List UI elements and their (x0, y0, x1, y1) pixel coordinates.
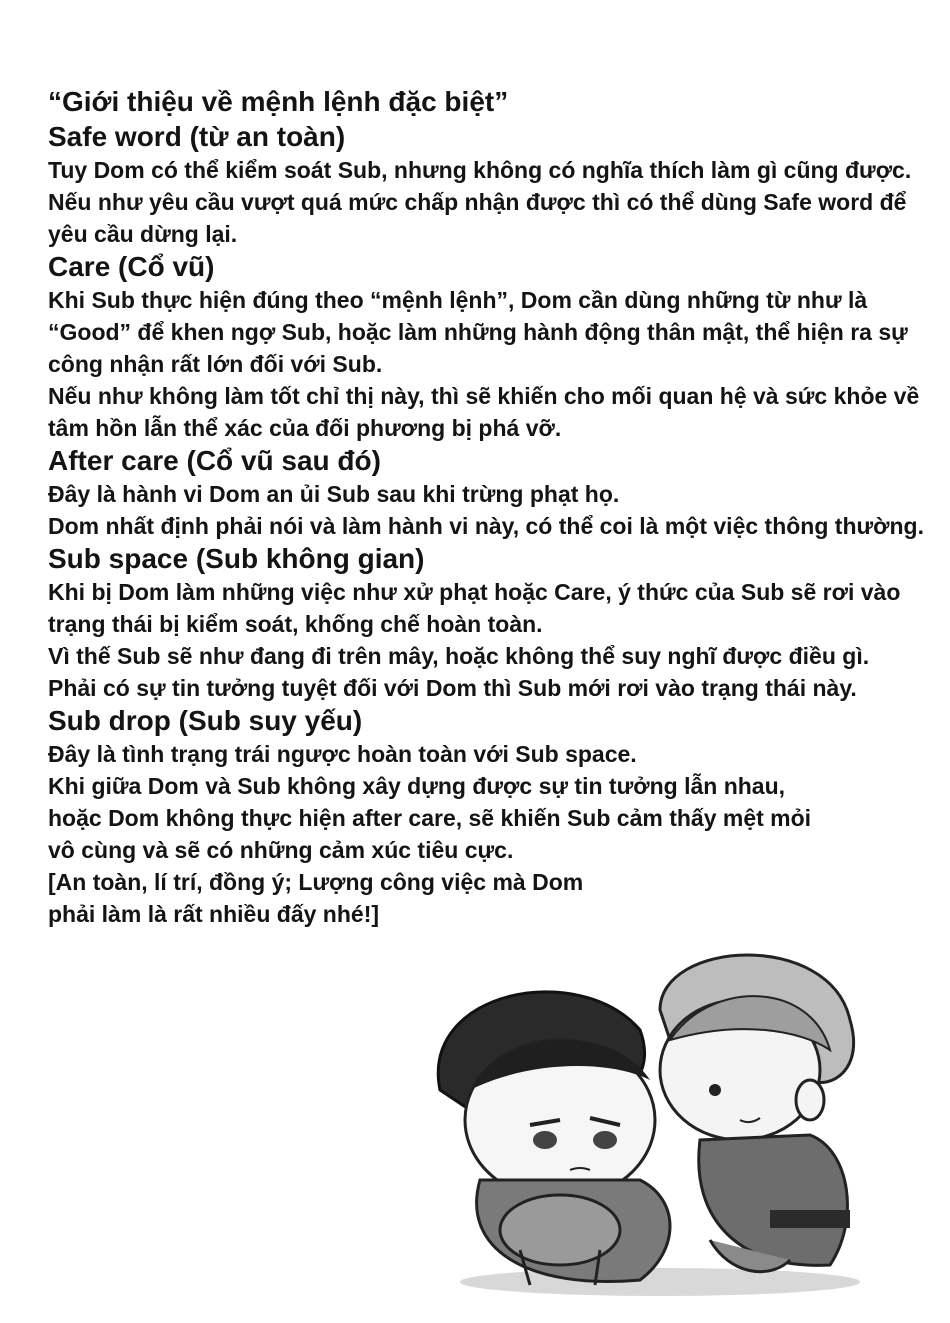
section-paragraph: Tuy Dom có thể kiểm soát Sub, nhưng không có nghĩa thích làm gì cũng được. (48, 157, 912, 183)
section-heading: Safe word (từ an toàn) (48, 121, 346, 152)
section-paragraph: Khi Sub thực hiện đúng theo “mệnh lệnh”, Dom cần dùng những từ như là “Good” để khen ngợ Sub, hoặc làm những hành động thân mật, thể hiện ra sự công nhận rất lớn đối với Sub. (48, 287, 908, 377)
section-paragraph: Đây là tình trạng trái ngược hoàn toàn với Sub space. (48, 741, 637, 767)
section-paragraph: Dom nhất định phải nói và làm hành vi này, có thể coi là một việc thông thường. (48, 513, 924, 539)
section-sub-drop (48, 704, 928, 930)
section-heading: After care (Cổ vũ sau đó) (48, 445, 381, 476)
section-care (48, 250, 928, 444)
right-character (660, 955, 854, 1272)
left-character (438, 992, 670, 1285)
section-heading: Sub drop (Sub suy yếu) (48, 705, 363, 736)
section-paragraph: Đây là hành vi Dom an ủi Sub sau khi trừng phạt họ. (48, 481, 620, 507)
section-heading: Sub space (Sub không gian) (48, 543, 425, 574)
section-paragraph: Khi bị Dom làm những việc như xử phạt hoặc Care, ý thức của Sub sẽ rơi vào trạng thái bị kiểm soát, khống chế hoàn toàn. (48, 579, 901, 637)
section-paragraph: Khi giữa Dom và Sub không xây dựng được sự tin tưởng lẫn nhau, hoặc Dom không thực hiện after care, sẽ khiến Sub cảm thấy mệt mỏi vô cùng và sẽ có những cảm xúc tiêu cực. (48, 773, 812, 863)
section-heading: Care (Cổ vũ) (48, 251, 215, 282)
section-paragraph: Phải có sự tin tưởng tuyệt đối với Dom thì Sub mới rơi vào trạng thái này. (48, 675, 857, 701)
section-paragraph: [An toàn, lí trí, đồng ý; Lượng công việc mà Dom phải làm là rất nhiều đấy nhé!] (48, 869, 584, 927)
section-safe-word (48, 120, 928, 250)
chibi-couple-illustration (410, 920, 880, 1300)
section-sub-space (48, 542, 928, 704)
section-paragraph: Nếu như không làm tốt chỉ thị này, thì sẽ khiến cho mối quan hệ và sức khỏe về tâm hồn lẫn thể xác của đối phương bị phá vỡ. (48, 383, 920, 441)
document-body (48, 84, 928, 930)
section-paragraph: Nếu như yêu cầu vượt quá mức chấp nhận được thì có thể dùng Safe word để yêu cầu dừng lại. (48, 189, 907, 247)
section-after-care (48, 444, 928, 542)
document-title: “Giới thiệu về mệnh lệnh đặc biệt” (48, 86, 509, 117)
section-paragraph: Vì thế Sub sẽ như đang đi trên mây, hoặc không thể suy nghĩ được điều gì. (48, 643, 870, 669)
